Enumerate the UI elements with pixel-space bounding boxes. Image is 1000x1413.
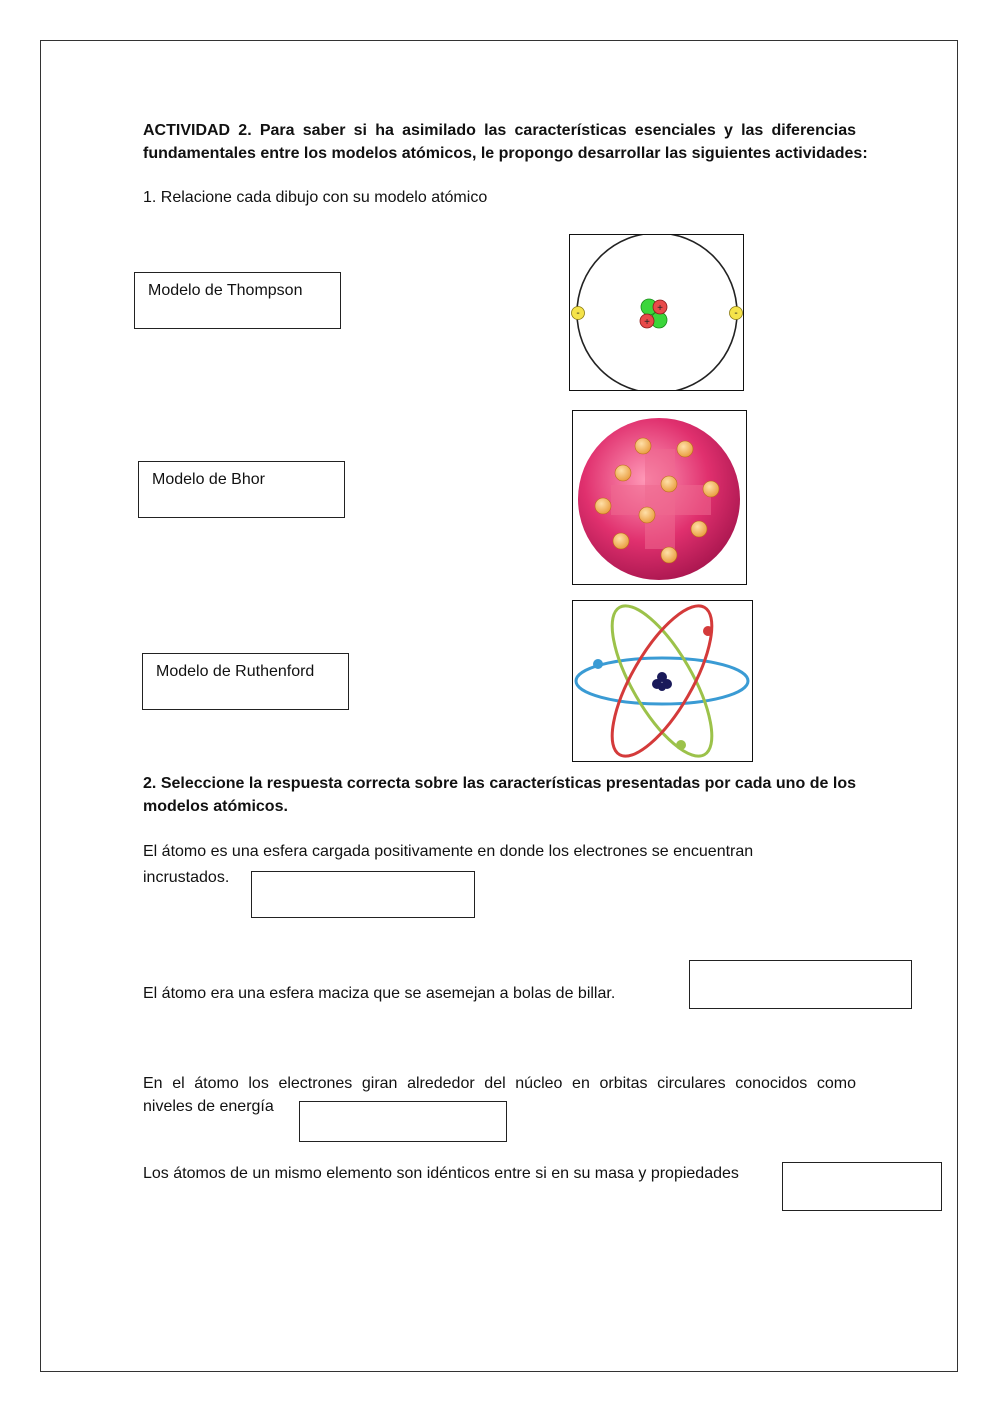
part2-heading-line-1: 2. Seleccione la respuesta correcta sobre las características presentadas por cada uno de los (143, 775, 856, 792)
activity-title (143, 119, 868, 165)
part2-heading (143, 772, 856, 818)
svg-text:-: - (734, 308, 738, 319)
rutherford-orbits-icon (573, 601, 751, 760)
image-rutherford-atom[interactable] (572, 600, 753, 762)
answer-box-4[interactable] (782, 1162, 942, 1211)
svg-text:-: - (576, 308, 580, 319)
answer-box-3[interactable] (299, 1101, 507, 1142)
statement-1-line-1: El átomo es una esfera cargada positivamente en donde los electrones se encuentran (143, 843, 754, 860)
activity-title-line-2: fundamentales entre los modelos atómicos, le propongo desarrollar las siguientes actividades: (143, 145, 868, 162)
bohr-atom-diagram-icon (570, 235, 743, 390)
statement-3-line-2: niveles de energía (143, 1098, 274, 1115)
statement-2: El átomo era una esfera maciza que se asemejan a bolas de billar. (143, 985, 616, 1002)
label-thompson[interactable]: Modelo de Thompson (134, 272, 341, 329)
image-thomson-atom[interactable] (572, 410, 747, 585)
svg-text:+: + (644, 317, 650, 328)
statement-4: Los átomos de un mismo elemento son idénticos entre si en su masa y propiedades (143, 1165, 739, 1182)
activity-title-line-1: ACTIVIDAD 2. Para saber si ha asimilado las características esenciales y las diferencias (143, 122, 856, 139)
label-bhor[interactable]: Modelo de Bhor (138, 461, 345, 518)
answer-box-1[interactable] (251, 871, 475, 918)
answer-box-2[interactable] (689, 960, 912, 1009)
part2-heading-line-2: modelos atómicos. (143, 798, 288, 815)
statement-3-line-1: En el átomo los electrones giran alrededor del núcleo en orbitas circulares conocidos como (143, 1075, 856, 1092)
statement-1-line-2: incrustados. (143, 869, 230, 886)
svg-text:+: + (657, 303, 663, 314)
part1-instruction: 1. Relacione cada dibujo con su modelo atómico (143, 189, 488, 206)
image-bohr-atom[interactable] (569, 234, 744, 391)
label-ruthenford[interactable]: Modelo de Ruthenford (142, 653, 349, 710)
thomson-plum-pudding-icon (573, 411, 745, 583)
